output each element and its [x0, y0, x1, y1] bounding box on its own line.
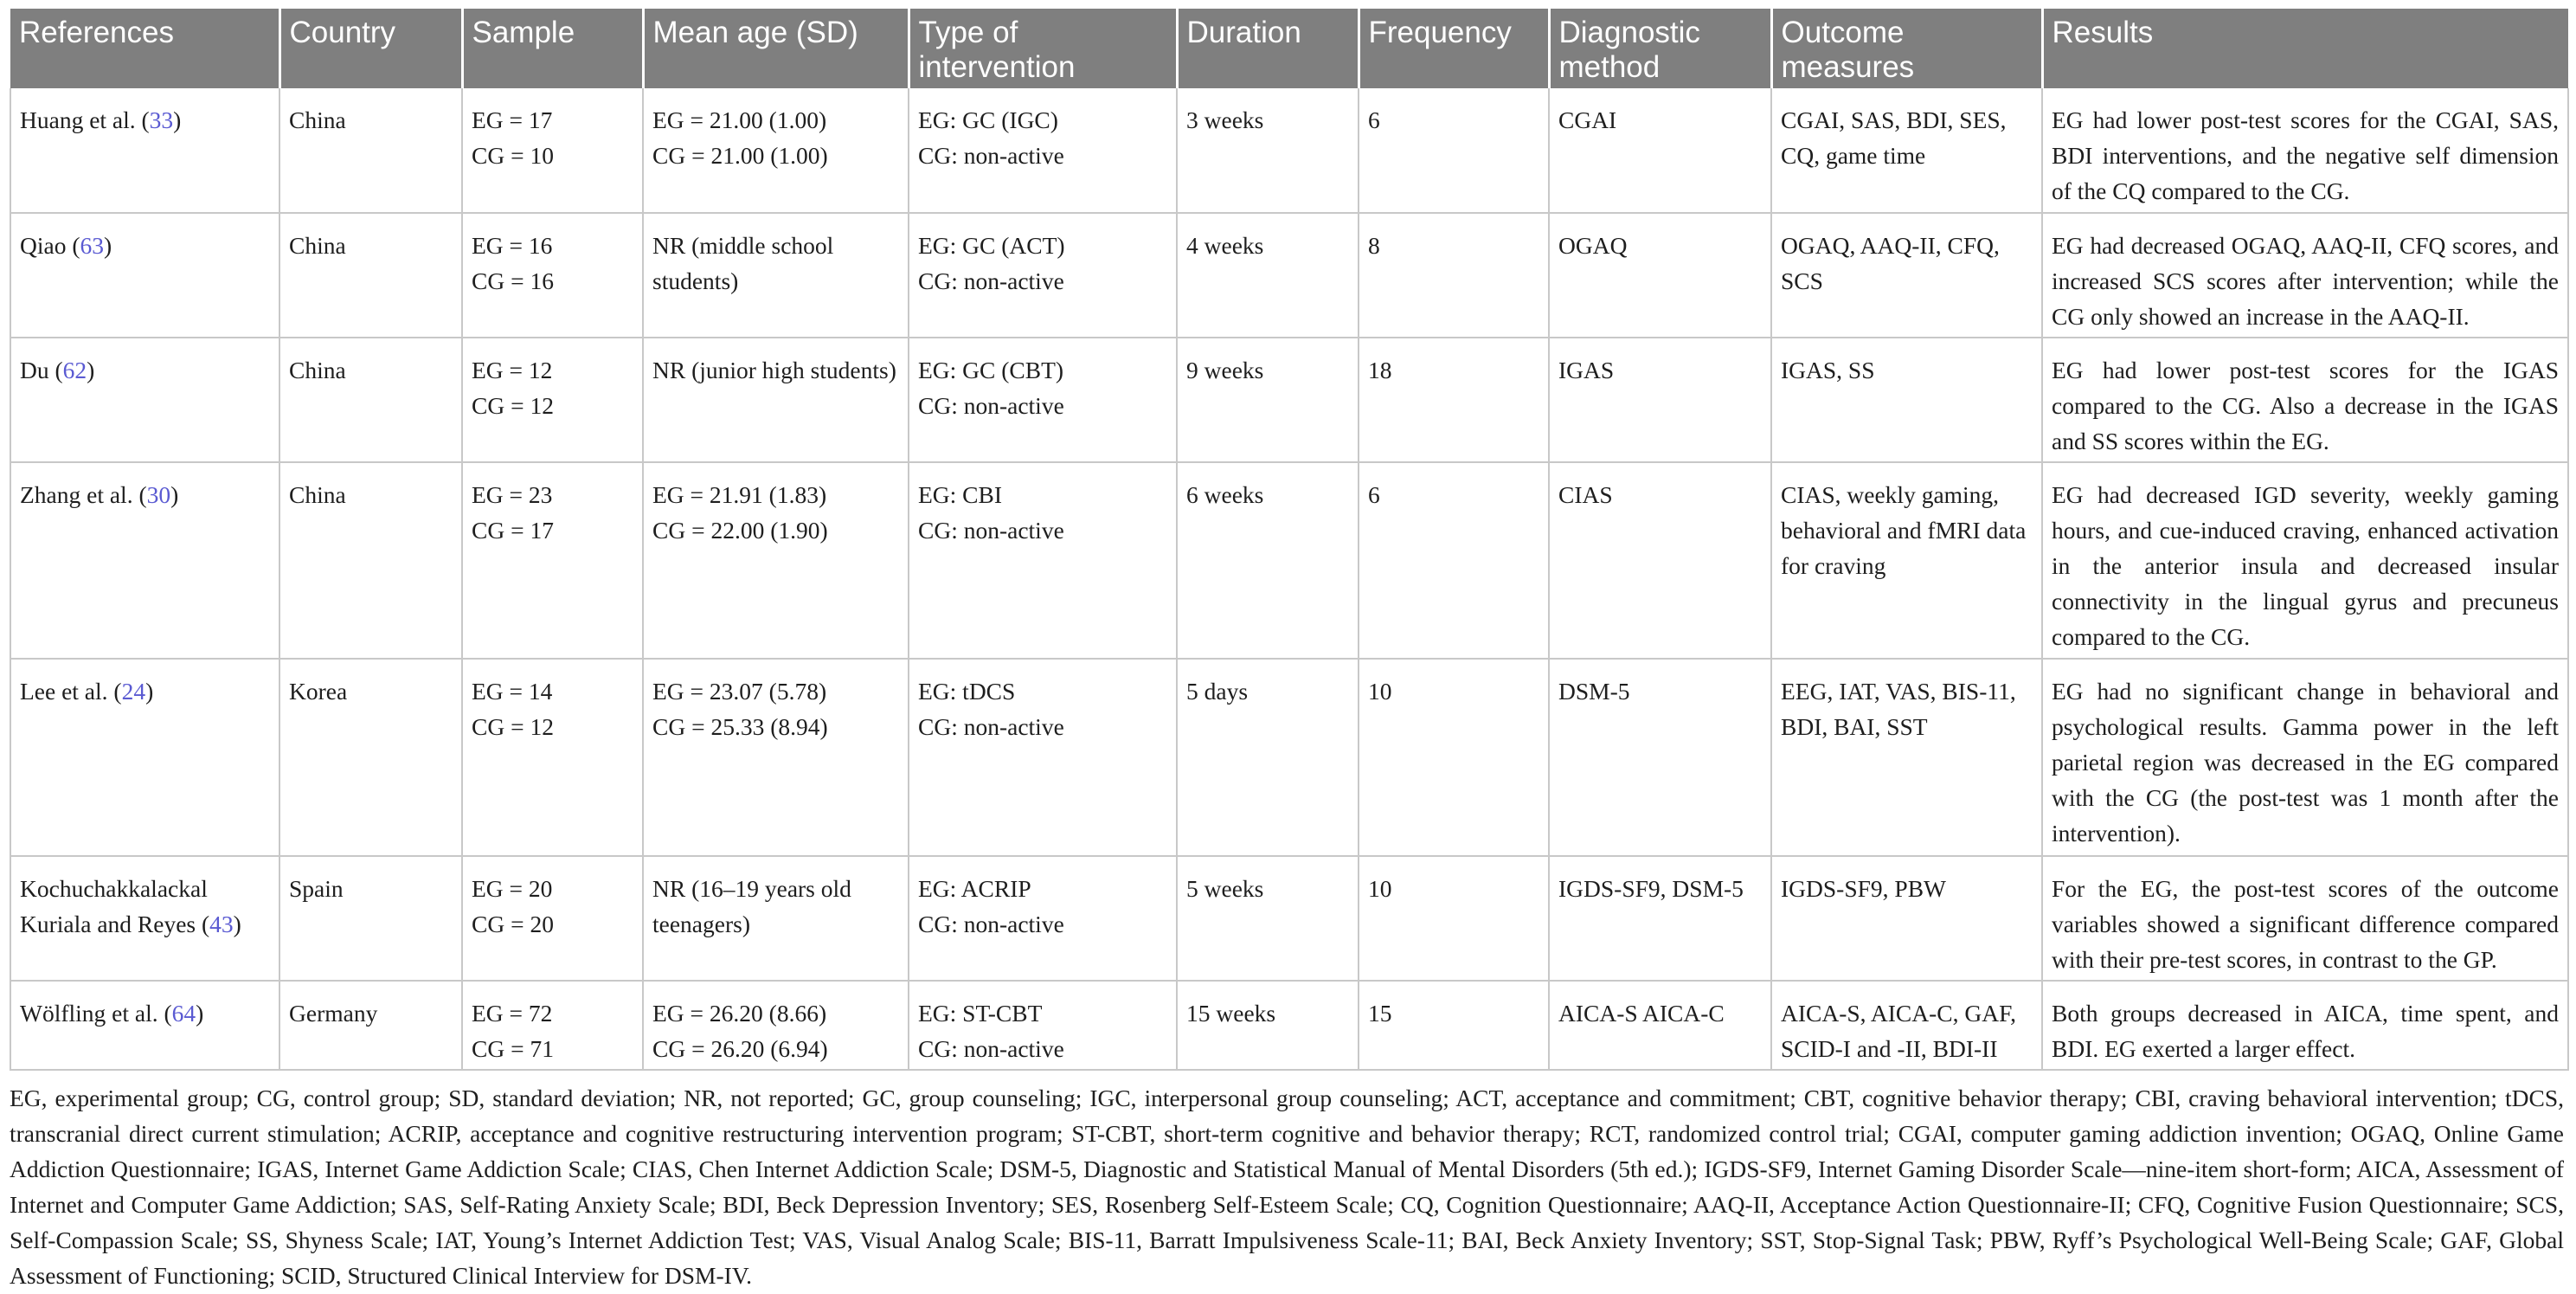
table-header-row [10, 9, 2568, 88]
cell-reference: Lee et al. (24) [10, 659, 279, 856]
cell-sample: EG = 12 CG = 12 [462, 338, 643, 462]
cell-results: Both groups decreased in AICA, time spent, and BDI. EG exerted a larger effect. [2042, 981, 2568, 1070]
cell-sample: EG = 17 CG = 10 [462, 88, 643, 213]
cell-duration: 4 weeks [1177, 213, 1359, 338]
cell-intervention: EG: tDCS CG: non-active [909, 659, 1177, 856]
cell-results: For the EG, the post-test scores of the outcome variables showed a significant difference compared with their pre-test scores, in contrast to the GP. [2042, 856, 2568, 981]
table-row [10, 981, 2568, 1070]
cell-outcome-measures: CGAI, SAS, BDI, SES, CQ, game time [1771, 88, 2042, 213]
cell-outcome-measures: IGAS, SS [1771, 338, 2042, 462]
table-row [10, 88, 2568, 213]
cell-reference: Du (62) [10, 338, 279, 462]
cell-country: Germany [279, 981, 462, 1070]
cell-mean-age: NR (middle school students) [643, 213, 909, 338]
cell-country: Korea [279, 659, 462, 856]
table-footnote: EG, experimental group; CG, control group; SD, standard deviation; NR, not reported; GC, group counseling; IGC, interpersonal group counseling; ACT, acceptance and commitment; CBT, cognitive behavior therapy; CBI, craving behavioral intervention; tDCS, transcranial direct current stimulation; ACRIP, acceptance and cognitive restructuring intervention program; ST-CBT, short-term cognitive and behavior therapy; RCT, randomized control trial; CGAI, computer gaming addiction invention; OGAQ, Online Game Addiction Questionnaire; IGAS, Internet Game Addiction Scale; CIAS, Chen Internet Addiction Scale; DSM-5, Diagnostic and Statistical Manual of Mental Disorders (5th ed.); IGDS-SF9, Internet Gaming Disorder Scale—nine-item short-form; AICA, Assessment of Internet and Computer Game Addiction; SAS, Self-Rating Anxiety Scale; BDI, Beck Depression Inventory; SES, Rosenberg Self-Esteem Scale; CQ, Cognition Questionnaire; AAQ-II, Acceptance Action Questionnaire-II; CFQ, Cognitive Fusion Questionnaire; SCS, Self-Compassion Scale; SS, Shyness Scale; IAT, Young’s Internet Addiction Test; VAS, Visual Analog Scale; BIS-11, Barratt Impulsiveness Scale-11; BAI, Beck Anxiety Inventory; SST, Stop-Signal Task; PBW, Ryff’s Psychological Well-Being Scale; GAF, Global Assessment of Functioning; SCID, Structured Clinical Interview for DSM-IV. [10, 1085, 2564, 1289]
column-header-outcome-measures: Outcome measures [1771, 9, 2042, 88]
column-header-mean-age: Mean age (SD) [643, 9, 909, 88]
cell-results: EG had decreased OGAQ, AAQ-II, CFQ scores, and increased SCS scores after intervention; while the CG only showed an increase in the AAQ-II. [2042, 213, 2568, 338]
column-header-country: Country [279, 9, 462, 88]
cell-mean-age: EG = 21.91 (1.83) CG = 22.00 (1.90) [643, 462, 909, 659]
cell-intervention: EG: GC (ACT) CG: non-active [909, 213, 1177, 338]
cell-results: EG had lower post-test scores for the CGAI, SAS, BDI interventions, and the negative self dimension of the CQ compared to the CG. [2042, 88, 2568, 213]
column-header-frequency: Frequency [1359, 9, 1549, 88]
citation-link[interactable]: 63 [80, 232, 104, 259]
cell-intervention: EG: CBI CG: non-active [909, 462, 1177, 659]
cell-duration: 9 weeks [1177, 338, 1359, 462]
table-row [10, 659, 2568, 856]
cell-country: China [279, 338, 462, 462]
cell-duration: 3 weeks [1177, 88, 1359, 213]
cell-diagnostic-method: IGAS [1549, 338, 1771, 462]
cell-sample: EG = 14 CG = 12 [462, 659, 643, 856]
cell-results: EG had lower post-test scores for the IGAS compared to the CG. Also a decrease in the IGAS and SS scores within the EG. [2042, 338, 2568, 462]
cell-sample: EG = 16 CG = 16 [462, 213, 643, 338]
cell-diagnostic-method: CGAI [1549, 88, 1771, 213]
cell-sample: EG = 20 CG = 20 [462, 856, 643, 981]
cell-mean-age: EG = 23.07 (5.78) CG = 25.33 (8.94) [643, 659, 909, 856]
cell-diagnostic-method: OGAQ [1549, 213, 1771, 338]
cell-mean-age: EG = 21.00 (1.00) CG = 21.00 (1.00) [643, 88, 909, 213]
cell-reference: Wölfling et al. (64) [10, 981, 279, 1070]
cell-country: China [279, 462, 462, 659]
cell-intervention: EG: ST-CBT CG: non-active [909, 981, 1177, 1070]
cell-frequency: 6 [1359, 88, 1549, 213]
cell-mean-age: NR (junior high students) [643, 338, 909, 462]
citation-link[interactable]: 24 [121, 678, 146, 705]
citation-link[interactable]: 43 [209, 911, 234, 937]
cell-frequency: 10 [1359, 856, 1549, 981]
cell-reference: Qiao (63) [10, 213, 279, 338]
cell-frequency: 15 [1359, 981, 1549, 1070]
cell-sample: EG = 72 CG = 71 [462, 981, 643, 1070]
cell-mean-age: NR (16–19 years old teenagers) [643, 856, 909, 981]
citation-link[interactable]: 30 [146, 481, 171, 508]
column-header-references: References [10, 9, 279, 88]
cell-outcome-measures: AICA-S, AICA-C, GAF, SCID-I and -II, BDI-II [1771, 981, 2042, 1070]
cell-duration: 5 days [1177, 659, 1359, 856]
cell-duration: 15 weeks [1177, 981, 1359, 1070]
cell-outcome-measures: OGAQ, AAQ-II, CFQ, SCS [1771, 213, 2042, 338]
cell-country: Spain [279, 856, 462, 981]
cell-outcome-measures: IGDS-SF9, PBW [1771, 856, 2042, 981]
cell-frequency: 18 [1359, 338, 1549, 462]
cell-country: China [279, 88, 462, 213]
cell-intervention: EG: GC (CBT) CG: non-active [909, 338, 1177, 462]
table-row [10, 462, 2568, 659]
column-header-results: Results [2042, 9, 2568, 88]
cell-frequency: 6 [1359, 462, 1549, 659]
column-header-diagnostic-method: Diagnostic method [1549, 9, 1771, 88]
cell-sample: EG = 23 CG = 17 [462, 462, 643, 659]
studies-table [10, 9, 2569, 1071]
column-header-intervention: Type of intervention [909, 9, 1177, 88]
cell-duration: 6 weeks [1177, 462, 1359, 659]
cell-intervention: EG: GC (IGC) CG: non-active [909, 88, 1177, 213]
cell-frequency: 10 [1359, 659, 1549, 856]
cell-outcome-measures: EEG, IAT, VAS, BIS-11, BDI, BAI, SST [1771, 659, 2042, 856]
table-row [10, 213, 2568, 338]
cell-diagnostic-method: IGDS-SF9, DSM-5 [1549, 856, 1771, 981]
cell-reference: Huang et al. (33) [10, 88, 279, 213]
cell-intervention: EG: ACRIP CG: non-active [909, 856, 1177, 981]
cell-diagnostic-method: DSM-5 [1549, 659, 1771, 856]
table-row [10, 338, 2568, 462]
cell-results: EG had decreased IGD severity, weekly gaming hours, and cue-induced craving, enhanced activation in the anterior insula and decreased insular connectivity in the lingual gyrus and precuneus compared to the CG. [2042, 462, 2568, 659]
column-header-sample: Sample [462, 9, 643, 88]
cell-results: EG had no significant change in behavioral and psychological results. Gamma power in the left parietal region was decreased in the EG compared with the CG (the post-test was 1 month after the intervention). [2042, 659, 2568, 856]
cell-duration: 5 weeks [1177, 856, 1359, 981]
cell-reference: Kochuchakkalackal Kuriala and Reyes (43) [10, 856, 279, 981]
cell-diagnostic-method: AICA-S AICA-C [1549, 981, 1771, 1070]
citation-link[interactable]: 64 [171, 1000, 196, 1027]
cell-diagnostic-method: CIAS [1549, 462, 1771, 659]
cell-country: China [279, 213, 462, 338]
cell-reference: Zhang et al. (30) [10, 462, 279, 659]
table-row [10, 856, 2568, 981]
cell-frequency: 8 [1359, 213, 1549, 338]
column-header-duration: Duration [1177, 9, 1359, 88]
cell-outcome-measures: CIAS, weekly gaming, behavioral and fMRI data for craving [1771, 462, 2042, 659]
citation-link[interactable]: 62 [62, 357, 87, 383]
cell-mean-age: EG = 26.20 (8.66) CG = 26.20 (6.94) [643, 981, 909, 1070]
citation-link[interactable]: 33 [149, 106, 174, 133]
